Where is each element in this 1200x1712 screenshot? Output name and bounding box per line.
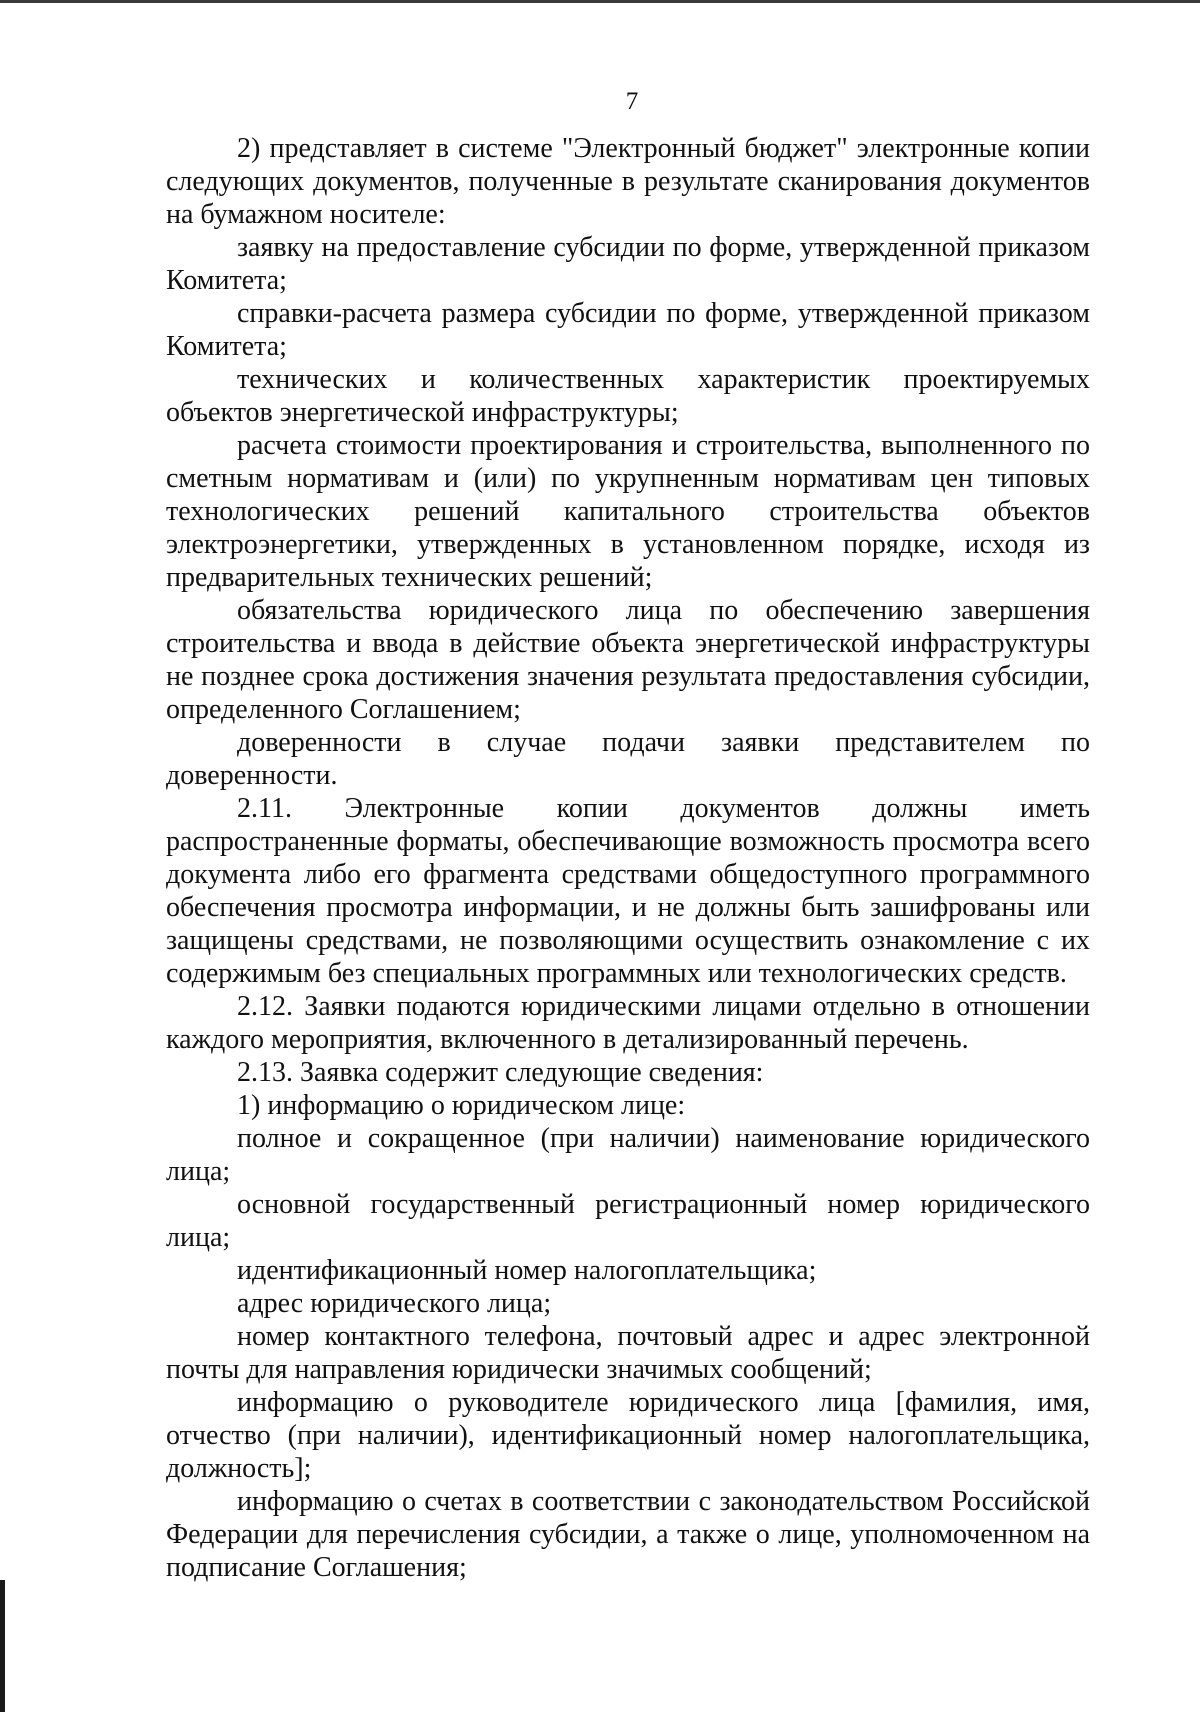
paragraph-contacts: номер контактного телефона, почтовый адрес и адрес электронной почты для направления юридически значимых сообщений;: [166, 1321, 1090, 1385]
paragraph-legal-entity-info: 1) информацию о юридическом лице:: [237, 1090, 686, 1121]
paragraph-power-of-attorney: доверенности в случае подачи заявки представителем по доверенности.: [166, 727, 1090, 791]
paragraph-full-name: полное и сокращенное (при наличии) наименование юридического лица;: [166, 1123, 1090, 1187]
paragraph-calculation-certificate: справки-расчета размера субсидии по форме, утвержденной приказом Комитета;: [166, 298, 1090, 362]
scan-edge-top: [0, 0, 1200, 3]
paragraph-obligation: обязательства юридического лица по обеспечению завершения строительства и ввода в действие объекта энергетической инфраструктуры не позднее срока достижения значения результата предоставления субсидии, определенного Соглашением;: [166, 595, 1090, 725]
paragraph-inn: идентификационный номер налогоплательщика;: [237, 1255, 817, 1286]
paragraph-cost-calculation: расчета стоимости проектирования и строительства, выполненного по сметным нормативам и (или) по укрупненным нормативам цен типовых технологических решений капитального строительства объектов электроэнергетики, утвержденных в установленном порядке, исходя из предварительных технических решений;: [166, 430, 1090, 593]
scan-edge-left: [0, 1580, 5, 1712]
paragraph-accounts: информацию о счетах в соответствии с законодательством Российской Федерации для перечисления субсидии, а также о лице, уполномоченном на подписание Соглашения;: [166, 1486, 1090, 1583]
paragraph-2-11: 2.11. Электронные копии документов должны иметь распространенные форматы, обеспечивающие возможность просмотра всего документа либо его фрагмента средствами общедоступного программного обеспечения просмотра информации, и не должны быть зашифрованы или защищены средствами, не позволяющими осуществить ознакомление с их содержимым без специальных программных или технологических средств.: [166, 793, 1090, 989]
paragraph-address: адрес юридического лица;: [237, 1288, 552, 1319]
paragraph-technical-characteristics: технических и количественных характеристик проектируемых объектов энергетической инфраструктуры;: [166, 364, 1090, 428]
paragraph-2-13: 2.13. Заявка содержит следующие сведения:: [237, 1057, 764, 1088]
document-body: [166, 132, 1090, 1584]
page-number: 7: [625, 88, 639, 115]
paragraph-application: заявку на предоставление субсидии по форме, утвержденной приказом Комитета;: [166, 232, 1090, 296]
paragraph-ogrn: основной государственный регистрационный номер юридического лица;: [166, 1189, 1090, 1253]
paragraph-2-represents: 2) представляет в системе "Электронный бюджет" электронные копии следующих документов, полученные в результате сканирования документов на бумажном носителе:: [166, 133, 1090, 230]
paragraph-head-info: информацию о руководителе юридического лица [фамилия, имя, отчество (при наличии), идентификационный номер налогоплательщика, должность];: [166, 1387, 1090, 1484]
paragraph-2-12: 2.12. Заявки подаются юридическими лицами отдельно в отношении каждого мероприятия, включенного в детализированный перечень.: [166, 991, 1090, 1055]
